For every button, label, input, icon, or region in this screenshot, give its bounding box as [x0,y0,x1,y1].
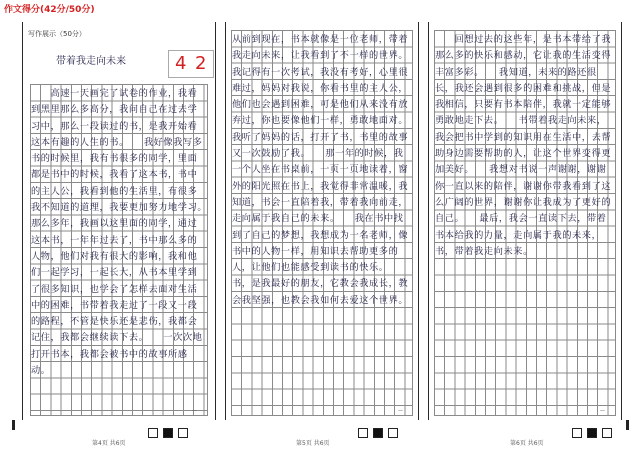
word-count-mark: — [600,408,605,414]
alignment-square [163,428,173,438]
score-header: 作文得分(42分/50分) [4,5,95,15]
alignment-square [388,428,398,438]
alignment-square [148,428,158,438]
page-footer-3: 第6页 共6页 [510,440,544,447]
essay-text-page-1: 高速一天画完了试卷的作业，我看到黑里那么多高分，我问自己在过去学习中，那么一段读过的书，是我开始看这本有趣的人生的书。 我好像我写多书的时候里，我有书很多的同学，里面都是书中的时候，我看了这本书，书中的主人公，我看到他的生活里，有很多我不知道的道理，我要更加努力地学习。 那么多年，我画以这里面的同学，通过这本书，一年年过去了，书中那么多的人物，他们对我有很大的影响，我和他们一起学习，一起长大，从书本里学到了很多知识，也学会了怎样去面对生活中的困难，书带着我走过了一段又一段的路程，不管是快乐还是悲伤，我都会记住，我都会继续读下去。 一次次地打开书本，我都会被书中的故事所感动。 [31,88,223,377]
score-tens-digit: 4 [175,53,187,74]
registration-mark [12,420,15,430]
essay-text-page-3: 回想过去的这些年，是书本带给了我那么多的快乐和感动，它让我的生活变得丰富多彩。 我知道，未来的路还很长，我还会遇到很多的困难和挑战，但是我相信，只要有书本陪伴，我就一定能够勇敢地走下去。 书带着我走向未来，我会把书中学到的知识用在生活中，去帮助身边需要帮助的人，让这个世界变得更加美好。 我想对书说一声谢谢，谢谢你一直以来的陪伴，谢谢你带我看到了这么广阔的世界，谢谢你让我成为了更好的自己。 最后，我会一直读下去，带着书本给我的力量，走向属于我的未来，书，带着我走向未来。 [435,34,612,257]
alignment-square [602,428,612,438]
essay-text-page-2: 从前到现在，书本就像是一位老师，带着我走向未来，让我看到了不一样的世界。 我记得有一次考试，我没有考好，心里很难过，妈妈对我说，你看书里的主人公，他们也会遇到困难，可是他们从来没有放弃过，你也要像他们一样，勇敢地面对。我听了妈妈的话，打开了书，书里的故事又一次鼓励了我。 那一年的时候，我一个人坐在书桌前，一页一页地读着，窗外的阳光照在书上，我觉得非常温暖，我知道，书会一直陪着我，带着我向前走，走向属于我自己的未来。 我在书中找到了自己的梦想，我想成为一名老师，像书中的人物一样，用知识去帮助更多的人，让他们也能感受到读书的快乐。 书，是我最好的朋友，它教会我成长，教会我坚强，也教会我如何去爱这个世界。 [232,34,424,306]
word-count-mark: — [192,408,197,414]
alignment-square [587,428,597,438]
alignment-square [572,428,582,438]
section-title: 写作展示（50分） [28,30,86,38]
registration-mark [626,420,629,430]
score-box [168,50,214,78]
score-ones-digit: 2 [195,53,207,74]
alignment-square [178,428,188,438]
page-footer-2: 第5页 共6页 [296,440,330,447]
alignment-square [373,428,383,438]
page-footer-1: 第4页 共6页 [92,440,126,447]
alignment-square [358,428,368,438]
word-count-mark: — [398,408,403,414]
essay-title: 带着我走向未来 [56,56,126,67]
